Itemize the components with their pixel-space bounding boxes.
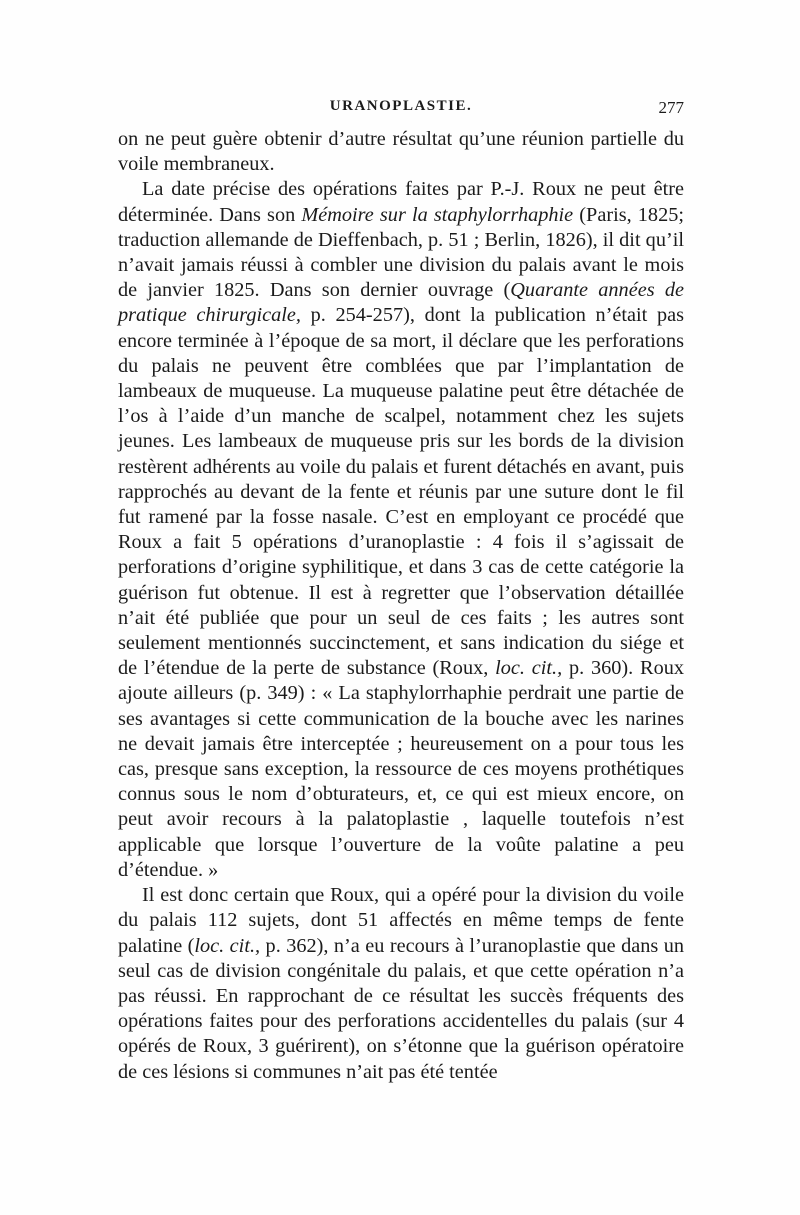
paragraph-conclusion [118,883,684,1085]
book-title-memoire: Mémoire sur la staphylorrhaphie [301,203,574,226]
book-title-quarante-annees: Quarante années de pratique chirurgicale, [118,279,685,327]
body-text [118,127,684,1085]
paragraph-text: p. 254-257), dont la publication n’était pas encore terminée à l’époque de sa mort, il déclare que les perforations du palais ne peuvent être comblées que par l’implantation de lambeaux de muqueuse. La muqueuse palatine peut être détachée de l’os à l’aide d’un manche de scalpel, notamment chez les sujets jeunes. Les lambeaux de muqueuse pris sur les bords de la division restèrent adhérents au voile du palais et furent détachés en avant, puis rapprochés au devant de la fente et réunis par une suture dont le fil fut ramené par la fosse nasale. C’est en employant ce procédé que Roux a fait 5 opérations d’uranoplastie : 4 fois il s’agissait de perforations d’origine syphilitique, et dans 3 cas de cette catégorie la guérison fut obtenue. Il est à regretter que l’observation détaillée n’ait été publiée que pour un seul de ces faits ; les autres sont seulement mentionnés succinctement, et sans indication du siége et de l’étendue de la perte de substance (Roux, [118,304,684,680]
paragraph-text: Il est donc certain que Roux, qui a opéré pour la division du voile du palais 112 sujets, dont 51 affectés en même temps de fente palatine ( [118,884,684,957]
paragraph-roux-dates [118,177,684,883]
running-title: URANOPLASTIE. [329,98,473,114]
page-number: 277 [658,98,684,117]
paragraph-text: on ne peut guère obtenir d’autre résultat qu’une réunion partielle du voile membraneux. [118,128,684,176]
citation-loc-cit: loc. cit., [495,657,563,680]
paragraph-continuation [118,127,684,177]
paragraph-text: (Paris, 1825; traduction allemande de Dieffenbach, p. 51 ; Berlin, 1826), il dit qu’il n’avait jamais réussi à combler une division du palais avant le mois de janvier 1825. Dans son dernier ouvrage ( [118,203,684,302]
paragraph-text: p. 362), n’a eu recours à l’uranoplastie que dans un seul cas de division congénitale du palais, et que cette opération n’a pas réussi. En rapprochant de ce résultat les succès fréquents des opérations faites pour des perforations accidentelles du palais (sur 4 opérés de Roux, 3 guérirent), on s’étonne que la guérison opératoire de ces lésions si communes n’ait pas été tentée [118,934,684,1083]
paragraph-text: p. 360). Roux ajoute ailleurs (p. 349) : « La staphylorrhaphie perdrait une partie de ses avantages si cette communication de la bouche avec les narines ne devait jamais être interceptée ; heureusement on a pour tous les cas, presque sans exception, la ressource de ces moyens prothétiques connus sous le nom d’obturateurs, et, ce qui est mieux encore, on peut avoir recours à la palatoplastie , laquelle toutefois n’est applicable que lorsque l’ouverture de la voûte palatine a peu d’étendue. » [118,657,685,881]
paragraph-text: La date précise des opérations faites par P.-J. Roux ne peut être déterminée. Dans son [118,178,684,226]
citation-loc-cit: loc. cit., [194,934,261,957]
running-header [118,98,684,122]
